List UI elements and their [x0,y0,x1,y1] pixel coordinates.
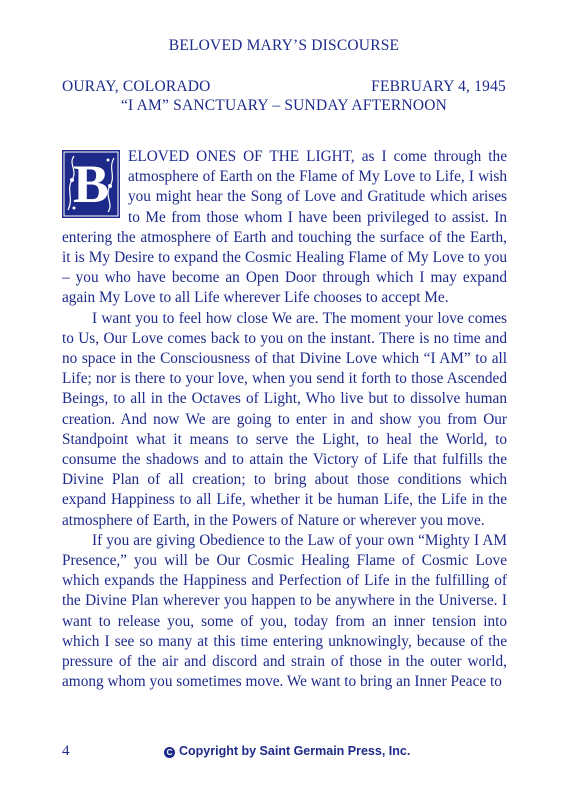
paragraph [62,147,507,309]
dateline [62,78,506,96]
paragraph-text: ELOVED ONES OF THE LIGHT, as I come through the atmosphere of Earth on the Flame of My Love to Life, I wish you might hear the Song of Love and Gratitude which arises to Me from those whom I have been privileged to assist. In entering the atmosphere of Earth and touching the surface of the Earth, it is My Desire to expand the Cosmic Healing Flame of My Love to you – you who have become an Open Door through which I may expand again My Love to all Life wherever Life chooses to accept Me. [62,148,507,307]
copyright-icon: C [164,747,175,758]
copyright-text: Copyright by Saint Germain Press, Inc. [179,744,411,758]
paragraph: If you are giving Obedience to the Law of your own “Mighty I AM Presence,” you will be Our Cosmic Healing Flame of Cosmic Love which expands the Happiness and Perfection of Life in the fulfilling of the Divine Plan wherever you happen to be anywhere in the Universe. I want to release you, some of you, today from an inner tension into which I see so many at this time entering unknowingly, because of the pressure of the air and discord and strain of those in the outer world, among whom you sometimes move. We want to bring an Inner Peace to [62,531,507,691]
page-title: BELOVED MARY’S DISCOURSE [168,37,400,54]
drop-cap-letter: B [72,154,110,214]
copyright-notice [164,744,410,758]
page-number: 4 [62,743,70,759]
paragraph: I want you to feel how close We are. The moment your love comes to Us, Our Love comes back to you on the instant. There is no time and no space in the Consciousness of that Divine Love which “I AM” to all Life; nor is there to your love, when you send it forth to those Ascended Beings, to all in the Octaves of Light, Who live but to dissolve human creation. And now We are going to enter in and show you from Our Standpoint what it means to serve the Light, to heal the World, to consume the shadows and to attain the Victory of Life that fulfills the Divine Plan of all creation; to bring about those conditions which expand Happiness to all Life, whether it be human Life, the Life in the atmosphere of Earth, in the Powers of Nature or wherever you move. [62,309,507,529]
location-text: OURAY, COLORADO [62,78,211,95]
drop-cap-ornament [62,150,120,218]
page-subtitle: “I AM” SANCTUARY – SUNDAY AFTERNOON [120,97,448,114]
discourse-body [62,147,507,692]
date-text: FEBRUARY 4, 1945 [371,78,506,95]
